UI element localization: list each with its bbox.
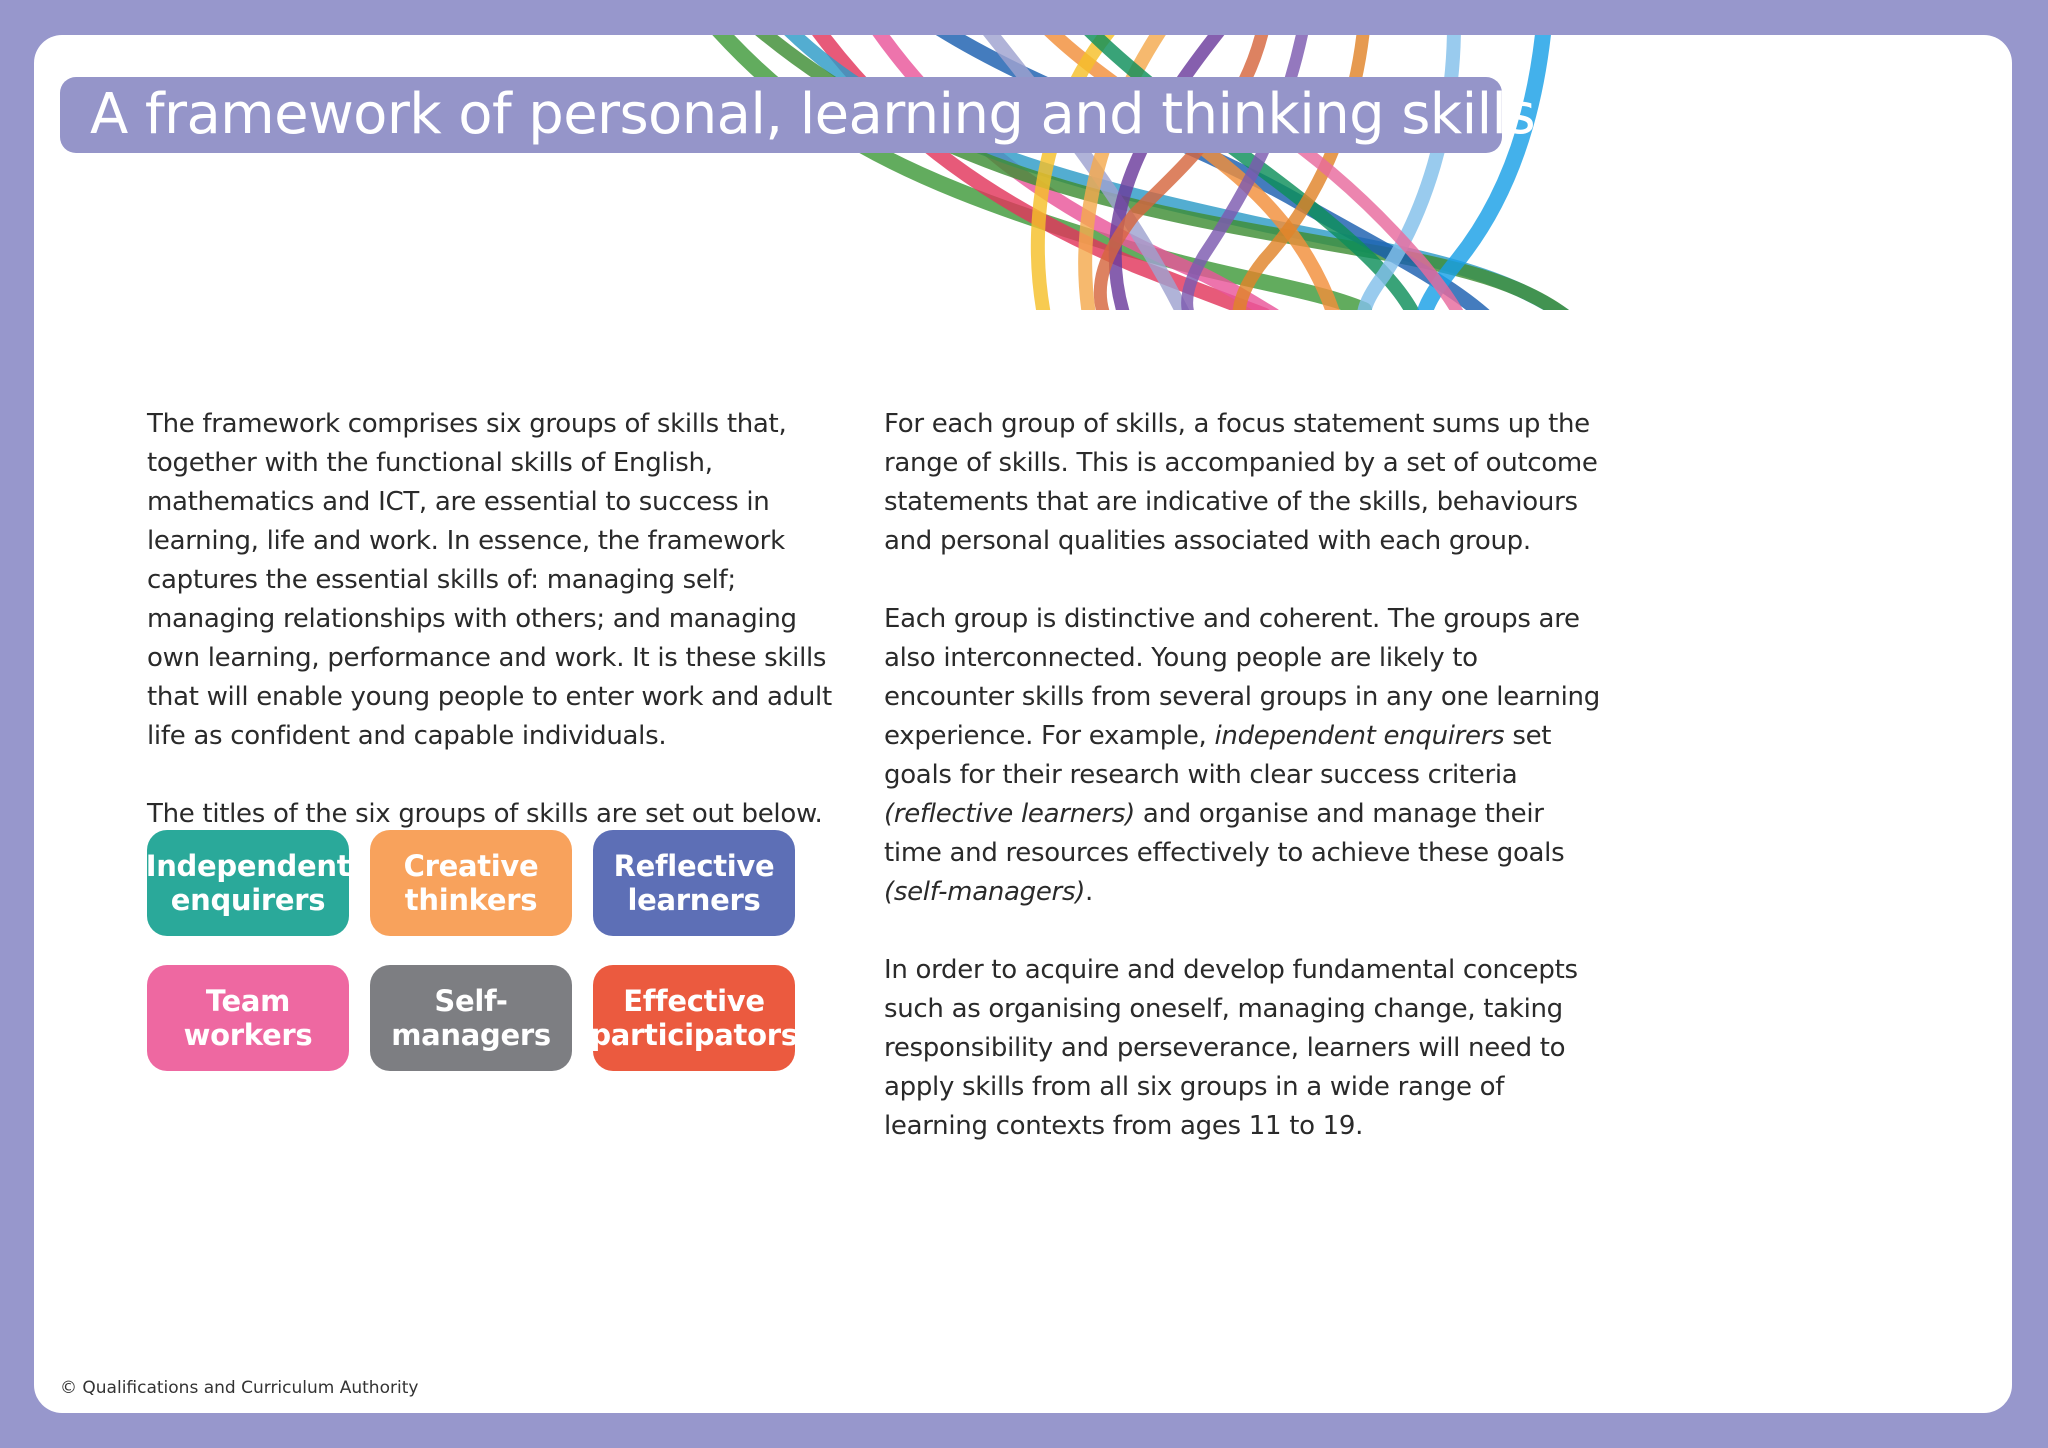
- page-card: [34, 35, 2012, 1413]
- skill-badge-independent-enquirers: Independent enquirers: [147, 830, 349, 936]
- interconnection-paragraph: Each group is distinctive and coherent. The groups are also interconnected. Young people are likely to encounter skills from several groups in any one learning experience. For example, independent enquirers set goals for their research with clear success criteria (reflective learners) and organise and manage their time and resources effectively to achieve these goals (self-managers).: [884, 604, 1600, 907]
- right-column: [884, 405, 1604, 1185]
- skill-badge-creative-thinkers: Creative thinkers: [370, 830, 572, 936]
- skill-badge-self-managers: Self- managers: [370, 965, 572, 1071]
- skill-badge-effective-participators: Effective participators: [593, 965, 795, 1071]
- left-column: [147, 405, 847, 873]
- groups-intro-paragraph: The titles of the six groups of skills are set out below.: [147, 799, 823, 829]
- fundamental-concepts-paragraph: In order to acquire and develop fundamental concepts such as organising oneself, managing change, taking responsibility and perseverance, learners will need to apply skills from all six groups in a wide range of learning contexts from ages 11 to 19.: [884, 955, 1578, 1141]
- focus-statement-paragraph: For each group of skills, a focus statement sums up the range of skills. This is accompanied by a set of outcome statements that are indicative of the skills, behaviours and personal qualities associated with each group.: [884, 409, 1598, 556]
- page-title: A framework of personal, learning and thinking skills: [60, 77, 1502, 153]
- copyright-footer: © Qualifications and Curriculum Authority: [60, 1378, 419, 1398]
- skill-badge-reflective-learners: Reflective learners: [593, 830, 795, 936]
- skill-groups: [147, 830, 827, 1110]
- skill-badge-team-workers: Team workers: [147, 965, 349, 1071]
- intro-paragraph: The framework comprises six groups of skills that, together with the functional skills of English, mathematics and ICT, are essential to success in learning, life and work. In essence, the framework captures the essential skills of: managing self; managing relationships with others; and managing own learning, performance and work. It is these skills that will enable young people to enter work and adult life as confident and capable individuals.: [147, 409, 832, 751]
